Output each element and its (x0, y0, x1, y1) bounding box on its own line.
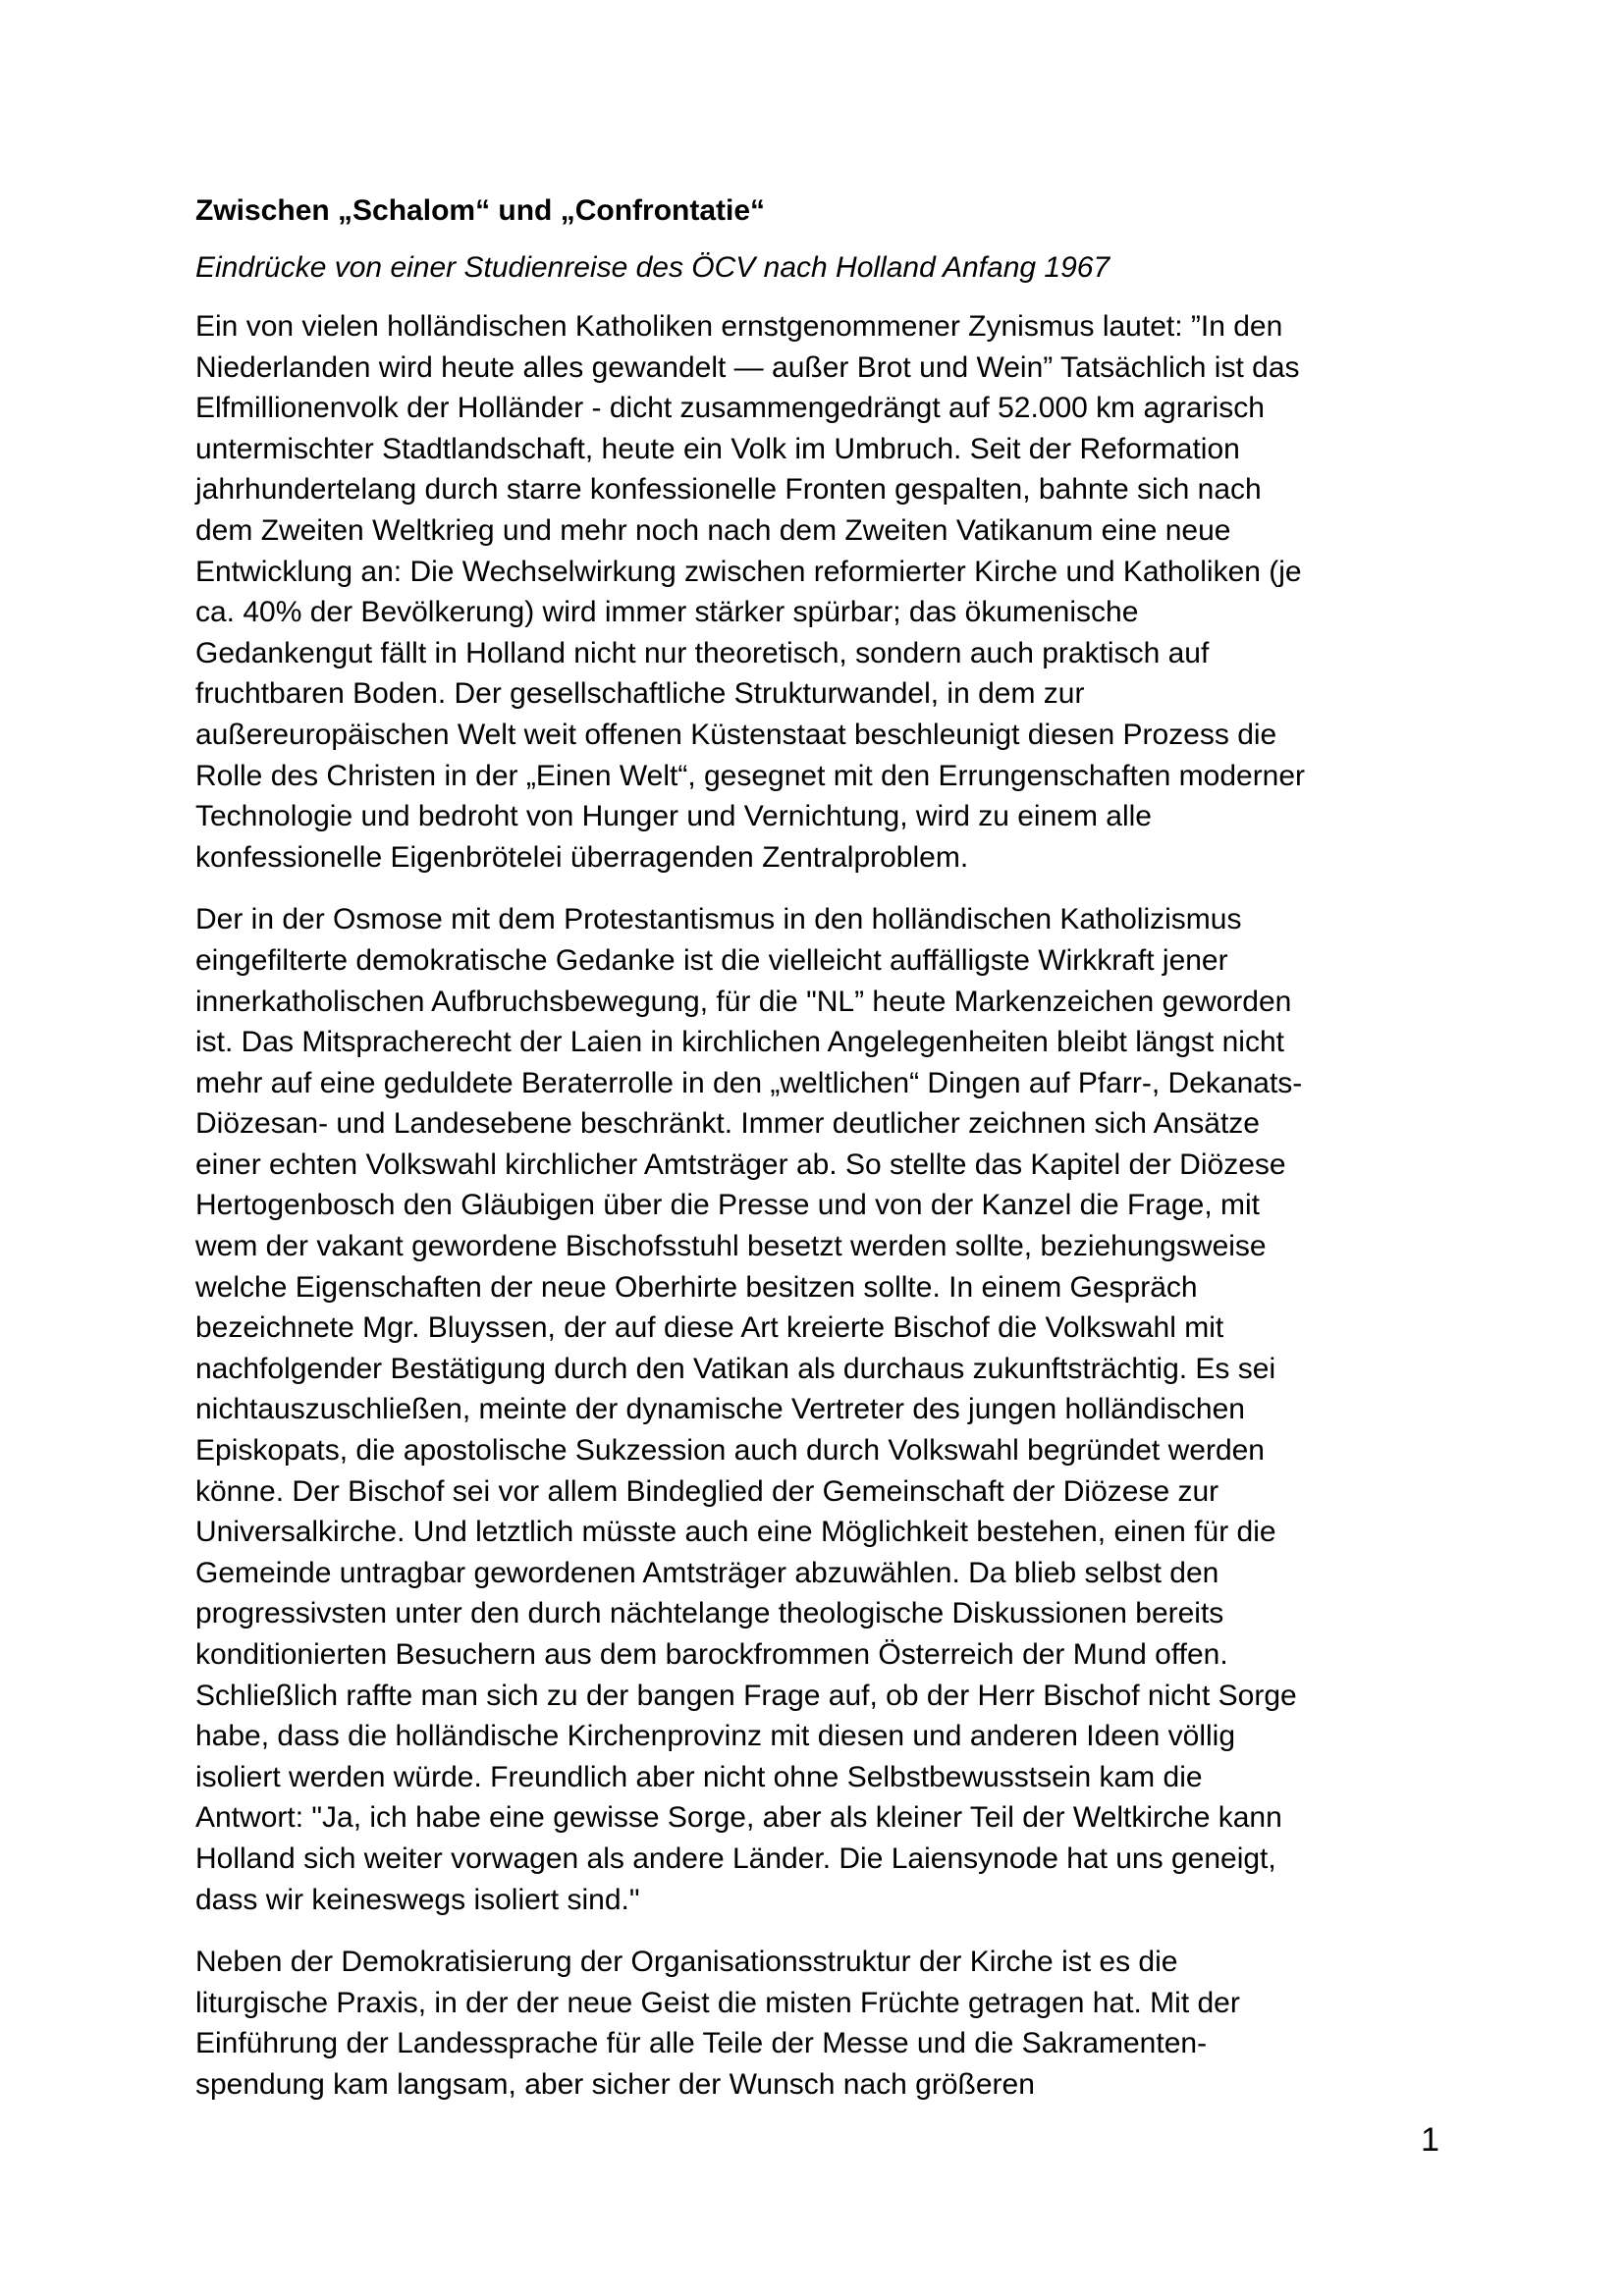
paragraph-line: Gedankengut fällt in Holland nicht nur theoretisch, sondern auch praktisch auf (195, 636, 1210, 669)
paragraph-line: konditionierten Besuchern aus dem barockfrommen Österreich der Mund offen. (195, 1638, 1228, 1671)
paragraph-line: nichtauszuschließen, meinte der dynamische Vertreter des jungen holländischen (195, 1393, 1245, 1426)
paragraph-line: welche Eigenschaften der neue Oberhirte besitzen sollte. In einem Gespräch (195, 1270, 1198, 1304)
paragraph-line: spendung kam langsam, aber sicher der Wunsch nach größeren (195, 2067, 1035, 2101)
paragraph-line: Elfmillionenvolk der Holländer - dicht zusammengedrängt auf 52.000 km agrarisch (195, 392, 1265, 425)
paragraph-line: wem der vakant gewordene Bischofsstuhl besetzt werden sollte, beziehungsweise (195, 1230, 1267, 1263)
paragraph-line: Ein von vielen holländischen Katholiken ernstgenommener Zynismus lautet: ”In den (195, 310, 1283, 343)
paragraph-line: Antwort: "Ja, ich habe eine gewisse Sorge, aber als kleiner Teil der Weltkirche kann (195, 1801, 1282, 1835)
paragraph (195, 1942, 1462, 2105)
paragraph-line: Diözesan- und Landesebene beschränkt. Immer deutlicher zeichnen sich Ansätze (195, 1107, 1260, 1141)
page-number: 1 (1421, 2121, 1439, 2159)
article-title: Zwischen „Schalom“ und „Confrontatie“ (195, 194, 766, 227)
article-paragraphs (195, 306, 1462, 2106)
paragraph-line: dem Zweiten Weltkrieg und mehr noch nach dem Zweiten Vatikanum eine neue (195, 513, 1231, 547)
paragraph-line: Der in der Osmose mit dem Protestantismus in den holländischen Katholizismus (195, 903, 1242, 936)
document-body (195, 190, 1462, 2127)
paragraph-line: isoliert werden würde. Freundlich aber nicht ohne Selbstbewusstsein kam die (195, 1760, 1203, 1793)
paragraph-line: untermischter Stadtlandschaft, heute ein Volk im Umbruch. Seit der Reformation (195, 432, 1240, 465)
paragraph-line: Neben der Demokratisierung der Organisationsstruktur der Kirche ist es die (195, 1946, 1178, 1979)
paragraph-line: Holland sich weiter vorwagen als andere Länder. Die Laiensynode hat uns geneigt, (195, 1842, 1276, 1875)
paragraph-line: Rolle des Christen in der „Einen Welt“, gesegnet mit den Errungenschaften moderner (195, 759, 1306, 792)
paragraph-line: Einführung der Landessprache für alle Teile der Messe und die Sakramenten- (195, 2027, 1208, 2060)
paragraph-line: innerkatholischen Aufbruchsbewegung, für die "NL” heute Markenzeichen geworden (195, 985, 1292, 1018)
paragraph-line: konfessionelle Eigenbrötelei überragenden Zentralproblem. (195, 840, 969, 874)
paragraph-line: bezeichnete Mgr. Bluyssen, der auf diese Art kreierte Bischof die Volkswahl mit (195, 1311, 1224, 1345)
paragraph-line: Entwicklung an: Die Wechselwirkung zwischen reformierter Kirche und Katholiken (je (195, 555, 1302, 588)
paragraph-line: Gemeinde untragbar gewordenen Amtsträger abzuwählen. Da blieb selbst den (195, 1556, 1219, 1589)
paragraph-line: Schließlich raffte man sich zu der bangen Frage auf, ob der Herr Bischof nicht Sorge (195, 1679, 1297, 1712)
paragraph-line: liturgische Praxis, in der der neue Geist die misten Früchte getragen hat. Mit der (195, 1986, 1240, 2019)
paragraph-line: Universalkirche. Und letztlich müsste auch eine Möglichkeit bestehen, einen für die (195, 1516, 1276, 1549)
paragraph-line: habe, dass die holländische Kirchenprovinz mit diesen und anderen Ideen völlig (195, 1720, 1236, 1753)
paragraph-line: außereuropäischen Welt weit offenen Küstenstaat beschleunigt diesen Prozess die (195, 718, 1277, 751)
paragraph-line: fruchtbaren Boden. Der gesellschaftliche Strukturwandel, in dem zur (195, 677, 1085, 711)
paragraph-line: einer echten Volkswahl kirchlicher Amtsträger ab. So stellte das Kapitel der Diözese (195, 1148, 1286, 1181)
paragraph-line: Episkopats, die apostolische Sukzession auch durch Volkswahl begründet werden (195, 1434, 1265, 1468)
paragraph-line: mehr auf eine geduldete Beraterrolle in den „weltlichen“ Dingen auf Pfarr-, Dekanats- (195, 1066, 1303, 1099)
paragraph-line: Technologie und bedroht von Hunger und Vernichtung, wird zu einem alle (195, 800, 1152, 833)
paragraph (195, 306, 1462, 878)
paragraph-line: ca. 40% der Bevölkerung) wird immer stärker spürbar; das ökumenische (195, 596, 1139, 629)
paragraph-line: jahrhundertelang durch starre konfessionelle Fronten gespalten, bahnte sich nach (195, 473, 1262, 507)
article-subtitle: Eindrücke von einer Studienreise des ÖCV nach Holland Anfang 1967 (195, 251, 1110, 284)
paragraph-line: eingefilterte demokratische Gedanke ist die vielleicht auffälligste Wirkkraft jener (195, 943, 1228, 977)
paragraph-line: progressivsten unter den durch nächtelange theologische Diskussionen bereits (195, 1597, 1224, 1630)
paragraph-line: ist. Das Mitspracherecht der Laien in kirchlichen Angelegenheiten bleibt längst nicht (195, 1026, 1284, 1059)
paragraph-line: dass wir keineswegs isoliert sind." (195, 1883, 640, 1916)
paragraph (195, 899, 1462, 1920)
paragraph-line: könne. Der Bischof sei vor allem Bindeglied der Gemeinschaft der Diözese zur (195, 1474, 1219, 1508)
paragraph-line: Niederlanden wird heute alles gewandelt — außer Brot und Wein” Tatsächlich ist das (195, 350, 1300, 384)
paragraph-line: nachfolgender Bestätigung durch den Vatikan als durchaus zukunftsträchtig. Es sei (195, 1352, 1276, 1385)
paragraph-line: Hertogenbosch den Gläubigen über die Presse und von der Kanzel die Frage, mit (195, 1189, 1260, 1222)
